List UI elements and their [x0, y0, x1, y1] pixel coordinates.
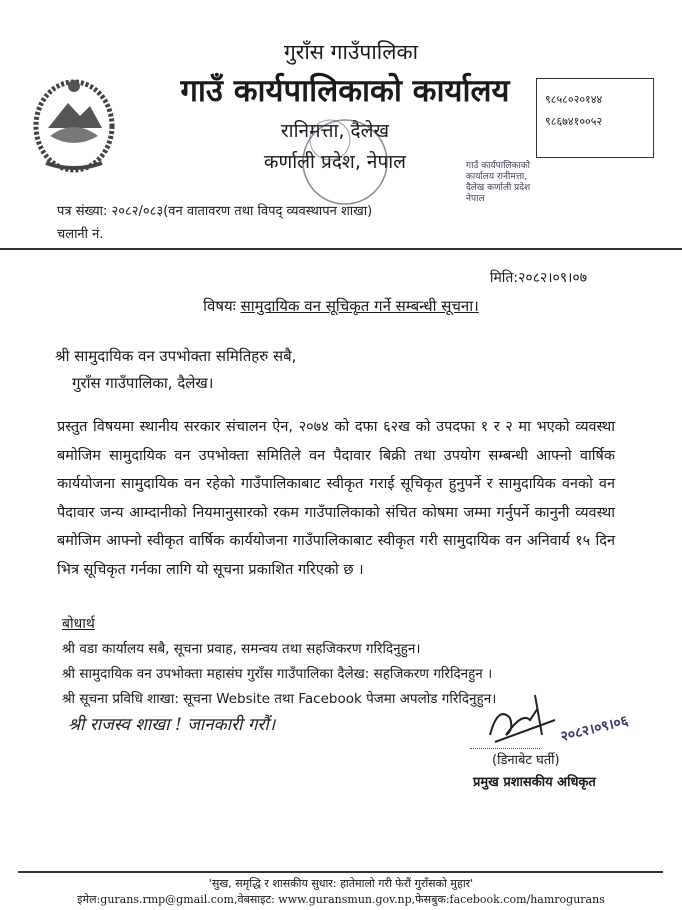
municipality-name: गुराँस गाउँपालिका	[283, 40, 419, 64]
subject-label: विषयः	[203, 297, 236, 315]
cc-item: श्री सामुदायिक वन उपभोक्ता महासंघ गुराँस गाउँपालिका दैलेख: सहजिकरण गरिदिनहुन ।	[62, 666, 493, 682]
addressee-line: श्री सामुदायिक वन उपभोक्ता समितिहरु सबै,	[55, 347, 297, 365]
cc-item: श्री वडा कार्यालय सबै, सूचना प्रवाह, समन्वय तथा सहजिकरण गरिदिनुहुन।	[62, 641, 421, 657]
office-province: कर्णाली प्रदेश, नेपाल	[263, 151, 407, 173]
office-stamp-text: गाउँ कार्यपालिकाको कार्यालय रानीमत्ता, दैलेख कर्णाली प्रदेश नेपाल	[466, 161, 531, 204]
footer-motto: 'सुख, समृद्धि र शासकीय सुधार: हातेमालो गरी फेरौं गुराँसको मुहार'	[208, 877, 474, 890]
office-location: रानिमत्ता, दैलेख	[280, 120, 390, 142]
letter-reference: पत्र संख्या: २०८२/०८३(वन वातावरण तथा विपद् व्यवस्थापन शाखा)	[57, 204, 373, 219]
footer-contact: इमेल:gurans.rmp@gmail.com,वेबसाइट: www.guransmun.gov.np,फेसबुक:facebook.com/hamrogurans	[77, 893, 605, 906]
office-round-stamp	[290, 112, 400, 217]
subject-text: सामुदायिक वन सूचिकृत गर्ने सम्बन्धी सूचना।	[240, 297, 479, 315]
signatory-title: प्रमुख प्रशासकीय अधिकृत	[473, 775, 596, 790]
office-name: गाउँ कार्यपालिकाको कार्यालय	[180, 73, 510, 109]
signature-line	[470, 748, 540, 749]
footer-divider	[18, 871, 663, 873]
cc-title: बोधार्थ	[62, 616, 95, 632]
cc-item: श्री सूचना प्रविधि शाखा: सूचना Website तथा Facebook पेजमा अपलोड गरिदिनुहुन।	[62, 691, 497, 707]
nepal-emblem-logo	[28, 68, 120, 178]
handwritten-note: श्री राजस्व शाखा ! जानकारी गरौं।	[68, 715, 276, 735]
dispatch-number: चलानी नं.	[57, 227, 104, 242]
letter-subject	[0, 295, 682, 317]
signature	[480, 690, 560, 745]
phone-numbers-box	[536, 78, 654, 158]
addressee-line: गुराँस गाउँपालिका, दैलेख।	[72, 374, 214, 392]
signature-date: २०८२।०९।०६	[559, 712, 630, 746]
phone-number: ९८६७४१००५२	[545, 115, 603, 128]
header-divider	[0, 248, 682, 250]
phone-number: ९८५८०२०१४४	[545, 93, 603, 106]
letter-date: मिति:२०८२।०९।०७	[489, 270, 587, 286]
letter-body: प्रस्तुत विषयमा स्थानीय सरकार संचालन ऐन, २०७४ को दफा ६२ख को उपदफा १ र २ मा भएको व्यवस्था बमोजिम सामुदायिक वन उपभोक्ता समितिले वन पैदावार बिक्री तथा उपयोग सम्बन्धी आफ्नो वार्षिक कार्ययोजना सामुदायिक वन रहेको गाउँपालिकाबाट स्वीकृत गराई सूचिकृत हुनुपर्ने र सामुदायिक वनको वन पैदावार जन्य आम्दानीको नियमानुसारको रकम गाउँपालिकाको संचित कोषमा जम्मा गर्नुपर्ने कानुनी व्यवस्था बमोजिम आफ्नो स्वीकृत वार्षिक कार्ययोजना गाउँपालिकाबाट स्वीकृत गरी सामुदायिक वन अनिवार्य १५ दिन भित्र सूचिकृत गर्नका लागि यो सूचना प्रकाशित गरिएको छ ।	[57, 419, 615, 578]
signatory-name: (डिनाबेट घर्ती)	[492, 753, 560, 768]
